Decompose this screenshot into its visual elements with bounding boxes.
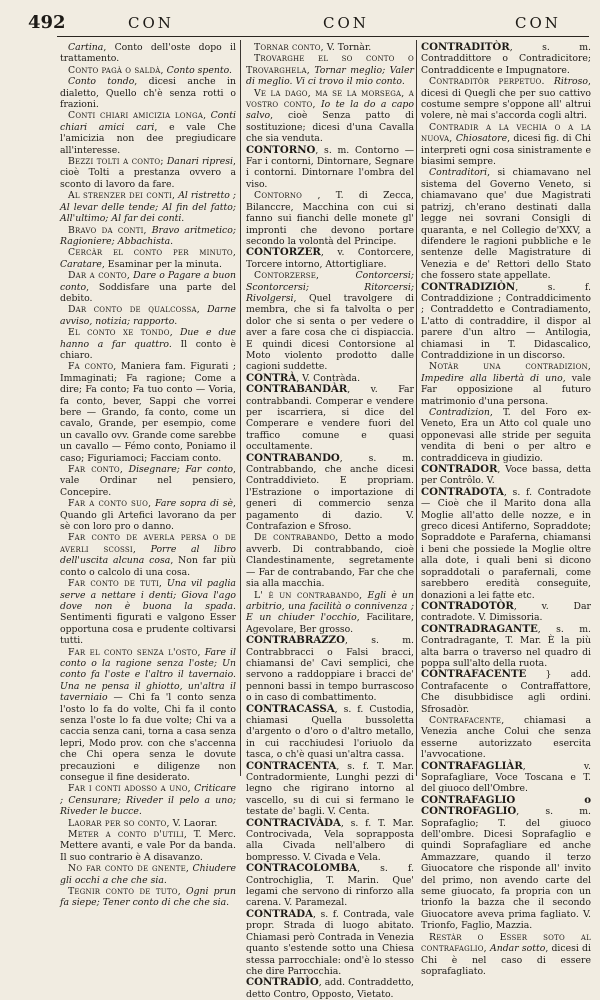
dictionary-entry [60,76,236,110]
definition-text: , cioè Senza patto di sostituzione; dicesi d'una Cavalla che sia venduta. [246,110,414,145]
headword: CONTRABRAZZO [246,634,345,647]
definition-text: , dicesi anche in dialetto, Quello ch'è senza rotti o frazioni. [60,76,236,111]
column-1 [60,42,237,909]
dictionary-entry [421,361,591,407]
definition-text: , Facilitare, Agevolare, Ber grosso. [246,612,414,635]
definition-text: , dicesi di Quegli che per suo cattivo costume sempre s'oppone all' altrui volere, nè mai s'accorda cogli altri. [421,76,591,122]
phrase: Ve la dago, ma se la morsega, a vostro conto, [246,87,414,111]
headword: CONTRADOTA [421,485,504,498]
definition-text: Maniera fam. Figurati ; Immaginati; Fa ragione; Come a dire; Fa conto; Fa tuo conto — Voria, fa conto, bever, Sappi che vorrei bere — Grando, fa conto, come un cavalo, Grande, per esempio, come un cavallo ovv. Grande come sarebbe un cavallo — Fémo conto, Poniamo il caso; Figuriamoci; Facciam conto. [60,361,236,464]
translation: Tornar meglio; Valer di meglio. Vi ci trovo il mio conto. [246,64,414,88]
phrase: Contorno [254,190,303,202]
dictionary-entry [421,282,591,362]
headword: CONTRADITÒR [421,41,510,53]
headword: CONTORNO [246,143,316,156]
definition-text: , e vale Che l'amicizia non dee pregiudicare all'interesse. [60,121,237,156]
dictionary-entry [246,532,414,589]
phrase: Far el conto senza l'osto, [68,646,201,658]
page-header [0,0,600,40]
phrase: Laorar per so conto, [68,817,170,829]
phrase: Bezzi tolti a conto; [68,156,164,168]
definition-text: , Quel travolgere di membra, che si fa talvolta o per dolor che si senta o per vedere o aver a fare cosa che ci dispiaccia. E quindi dicesi Contorsione al Moto violento prodotto dalle cagioni suddette. [246,292,414,373]
dictionary-entry [60,327,236,361]
translation: Criticare ; Censurare; Riveder il pelo a uno; Riveder le bucce. [60,783,236,818]
translation: Cartina [68,42,104,53]
headword: CONTRADA [246,907,313,920]
headword: CONTRAFAGLIO o CONTROFAGLIO [421,793,591,818]
translation: Ogni prun fa siepe; Tener conto di che che sia. [60,886,236,909]
translation: Egli è un arbitrio, una facilità o connivenza ; E un chiuder l'occhio [246,589,414,624]
dictionary-entry [60,532,236,578]
definition-text: , cioè Tolti a prestanza ovvero a sconto di lavoro da fare. [60,156,236,190]
phrase: Dar conto de qualcossa, [68,304,200,316]
phrase: Meter a conto d'utili, [68,829,187,841]
dictionary-entry [60,498,236,532]
dictionary-entry [246,704,414,761]
phrase: Far i conti adosso a uno, [68,783,191,795]
phrase: Dar a conto, [68,270,131,282]
definition-text: , vale Far opposizione al futuro matrimonio d'una persona. [421,372,591,407]
translation: Contorcersi; Scontorcersi; Ritorcersi; Rivolgersi [246,270,414,304]
dictionary-entry [421,715,591,761]
headword: CONTRACOLOMBA [246,862,358,875]
column-divider [240,40,241,776]
dictionary-entry [60,156,236,190]
dictionary-entry [421,669,591,715]
dictionary-entry [421,167,591,281]
translation: Chiosatore [455,133,508,145]
phrase: Contorzerse, [254,270,320,282]
dictionary-entry [246,863,414,909]
headword: CONTRACENTA [246,759,337,772]
phrase: Far a conto suo, [68,498,152,510]
dictionary-entry [246,590,414,636]
definition-text: Detto a modo avverb. Di contrabbando, cioè Clandestinamente, segretamente — Far de contrabando, Far che che sia alla macchia. [246,532,414,590]
dictionary-entry [60,886,236,909]
translation: Io te la do a capo salvo [246,99,414,122]
dictionary-entry [246,53,414,87]
phrase: Far conto, [68,464,123,476]
definition-text: Il conto è chiaro. [60,338,236,361]
phrase: Bravo da conti, [68,224,147,236]
column-2 [246,42,414,1000]
definition-text: T. Merc. Mettere avanti, e vale Por da banda. Il suo contrario è A disavanzo. [60,829,237,863]
phrase: Far conto de tuti, [68,578,163,590]
phrase: Al strenzer dei conti, [68,190,176,202]
dictionary-entry [60,863,236,886]
translation: Conti chiari amici cari [60,110,236,133]
definition-text: , T. di Zecca, Bilanccre, Macchina con cui si fanno sui fianchi delle monete gl' impronti che devono portare secondo la volontà del Principe. [246,190,414,247]
definition-text: , v. Contorcere, Torcere intorno, Attortigliare. [246,247,414,270]
definition-text: , s. f. T. Mar. Contradormiente, Lunghi pezzi di legno che rigirano intorno al vascello, su di cui si fermano le testate de' bagli. V. Centa. [246,760,414,818]
dictionary-entry [421,42,591,76]
dictionary-entry [60,270,236,304]
translation: Conto tondo [68,76,135,88]
definition-text: , Soddisfare una parte del debito. [60,281,236,304]
dictionary-entry [421,932,591,978]
translation: Disegnare; Far conto [128,464,234,476]
definition-text: , v. Soprafagliare, Voce Toscana e T. del giuoco dell'Ombre. [421,760,591,795]
phrase: Fa conto, [68,361,117,373]
dictionary-entry [60,818,236,829]
definition-text: , s. m. Soprafaglio; T. del giuoco dell'ombre. Dicesi Soprafaglio e quindi Soprafagliare ed anche Ammazzare, quando il terzo Giuocatore che risponde all' invito del primo, non avendo carte del seme giuocato, fa propria con un trionfo la bazza che il secondo Giuocatore aveva prima fagliato. V. Trionfo, Faglio, Mazzia. [421,806,591,932]
translation: Porre al libro dell'uscita alcuna cosa [60,543,236,567]
dictionary-entry [421,795,591,932]
definition-text: , v. Dar contradote. V. Dimissoria. [421,600,591,624]
phrase: Conti chiari amicizia longa, [68,110,207,122]
headword: CONTRAFAGLIÀR [421,759,523,772]
definition-text: Sentimenti figurati e valgono Esser opportuna cosa e prudente coltivarsi tutti. [60,612,236,647]
phrase: Notàr una contradizion, [429,361,591,373]
dictionary-entry [246,977,414,1000]
dictionary-entry [246,909,414,977]
headword: CONTRACASSA [246,702,335,715]
definition-text: V. Tornàr. [326,42,372,53]
definition-text: , s. f. Custodia, chiamasi Quella bussoletta d'argento o d'oro o d'altro metallo, in cui racchiudesi l'oriuolo da tasca, o ch'è quasi un'altra cassa. [246,703,414,761]
definition-text: , T. del Foro ex-Veneto, Era un Atto col quale uno opponevasi alle stride per seguita vendita di beni o per altro e contraddiceva in giudizio. [421,407,591,464]
definition-text: , s. m. Contrabbando, che anche dicesi Contraddivieto. E propriam. l'Estrazione o importazione di generi di commercio senza pagamento di dazio. V. Contrafazion e Sfroso. [246,452,414,533]
definition-text: , dicesi di Chi è nel caso di essere soprafagliato. [421,943,591,977]
definition-text: , Quando gli Artefici lavorano da per sè con loro pro o danno. [60,498,236,533]
definition-text: , v. Far contrabbandi. Comperar e vendere per iscarriera, si dice del Comperare e vendere fuori del traffico comune e quasi occultamente. [246,384,414,453]
translation: Due e due hanno a far quattro. [60,327,236,350]
translation: Andar sotto [490,943,546,955]
definition-text: , Conto dell'oste dopo il trattamento. [60,42,236,65]
dictionary-entry [421,122,591,168]
dictionary-entry [421,407,591,464]
definition-text: , s. m. Contrabbracci o Falsi bracci, chiamansi de' Cavi semplici, che servono a raddoppiare i bracci de' pennoni bassi in tempo burrascoso o in caso di combattimento. [246,635,414,704]
translation: Impedire alla libertà di uno [421,372,563,384]
definition-text: , s. m. Contorno — Far i contorni, Dintornare, Segnare i contorni. Dintornare l'ombra del viso. [246,144,414,190]
dictionary-entry [60,225,236,248]
definition-text: , s. m. Contraddittore o Contradicitore; Contraddicente e Impugnatore. [421,42,591,76]
headword: CONTRABANDÀR [246,383,348,396]
dictionary-entry [60,65,236,76]
column-3 [421,41,591,977]
headword: CONTRADOTÒR [421,599,514,612]
dictionary-entry [60,783,236,817]
dictionary-entry [246,88,414,145]
definition-text: , s. f. Contraddizione ; Contraddicimento ; Contraddetto e Contradiamento, L'atto di contraddire, il dispor al parere d'un altro — Antilogia, chiamasi in T. Didascalico, Contraddizione in un discorso. [421,281,591,361]
translation: Dare o Pagare a buon conto [60,270,236,293]
definition-text: , Non far più conto o calcolo di una cosa. [60,555,236,578]
headword: CONTRABANDO [246,451,340,464]
dictionary-entry [246,453,414,533]
definition-text: , si chiamavano nel sistema del Governo Veneto, si chiamavano que' due Magistrati patrizj, ch'erano destinati dalla legge nei sovrani Consigli di quaranta, e nel Collegio de'XXV, a difendere le ragioni pubbliche e le sentenze delle Magistrature di Venezia e de' Rettori dello Stato che fossero state appellate. [421,167,591,282]
translation: Contradizion [429,407,490,418]
header-rule [57,36,589,37]
definition-text: , Voce bassa, detta per Contrôlo. V. [421,464,591,487]
dictionary-entry [246,818,414,864]
phrase: Contrafacente, [429,714,505,726]
dictionary-entry [60,110,236,156]
definition-text: , vale Ordinar nel pensiero, Concepire. [60,464,236,498]
definition-text: , s. f. Controchiglia, T. Marin. Que' legami che servono di rinforzo alla carena. V. Paramezal. [246,863,414,909]
dictionary-entry [421,464,591,487]
dictionary-entry [246,145,414,191]
phrase: No far conto de gnente, [68,863,190,875]
definition-text: — Chi fa 'l conto senza l'osto lo fa do volte, Chi fa il conto senza l'oste lo fa due volte; Chi va a caccia senza cani, torna a casa senza lepri, Modo prov. con che s'accenna che Chi opera senza le dovute precauzioni e diligenze non consegue il fine desiderato. [60,692,236,783]
headword: CONTRACIVÀDA [246,816,341,829]
dictionary-entry [60,829,236,863]
phrase: El conto xe tondo, [68,327,173,339]
definition-text: , V. Contràda. [296,372,361,384]
definition-text: , add. Contraddetto, detto Contro, Opposto, Vietato. [246,977,414,1000]
phrase: Tornar conto, [254,42,324,53]
dictionary-entry [246,384,414,452]
dictionary-entry [60,42,236,65]
dictionary-entry [60,304,236,327]
dictionary-entry [60,361,236,464]
phrase: Cercàr el conto per minuto, [68,247,236,259]
phrase: Contraditòr perpetuo. [429,76,545,88]
translation: Fare sopra di sè [155,498,234,510]
dictionary-entry [246,635,414,703]
dictionary-entry [421,624,591,670]
translation: Darne avviso, notizia; rapporto. [60,304,236,327]
definition-text: , s. f. Contrada, vale propr. Strada di luogo abitato. Chiamasi però Contrada in Venezia quanto s'estende sotto una Chiesa stessa parrocchiale: ond'è lo stesso che dire Parrocchia. [246,908,414,977]
headword: CONTRADÌO [246,976,319,989]
definition-text: chiamasi a Venezia anche Colui che senza esserne autorizzato esercita l'avvocatione. [421,714,591,761]
dictionary-entry [246,761,414,818]
translation: Contraditori [429,167,488,179]
definition-text: , s. f. Contradote — Cioè che il Marito dona alla Moglie all'atto delle nozze, e in greco dicesi Antiferno, Sopraddote; Sopraddote e Paraferna, chiamansi i beni che possiede la Moglie oltre alla dote, i quali beni si dicono sopraddotali o parafernali, come sarebbero eredità conseguite, donazioni a lei fatte etc. [421,486,591,601]
translation: Una vil paglia serve a nettare i denti; Giova l'ago dove non è buona la spada. [60,578,236,612]
headword: CONTRAFACENTE [421,668,527,681]
dictionary-entry [421,487,591,601]
headword: CONTRÀ [246,371,297,384]
translation: Fare il conto o la ragione senza l'oste; Un conto fa l'oste e l'altro il tavernaio. Una ne pensa il ghiotto, un'altra il taverniaio [60,646,236,704]
phrase: Far conto de averla persa o de averli scossi, [60,532,236,555]
phrase: L' è un contrabando, [254,589,363,601]
translation: Danari ripresi [166,156,234,168]
running-head-col2: CON [323,14,369,32]
headword: CONTRADRAGANTE [421,622,538,635]
column-divider [416,40,417,776]
dictionary-entry [60,247,236,270]
dictionary-entry [60,190,236,224]
dictionary-entry [421,76,591,122]
phrase: Trovarghe el so conto o Trovarghela, [246,53,414,76]
phrase: Conto pagà o saldà, [68,64,164,76]
phrase: Contradir a la vechia o a la nuova, [421,121,591,145]
headword: CONTRADOR [421,463,498,476]
translation: Bravo aritmetico; Ragioniere; Abbachista. [60,224,236,247]
definition-text: } add. Contrafacente o Contraffattore, Che disubbidisce agli ordini. Sfrosadòr. [421,669,591,715]
dictionary-entry [246,270,414,373]
dictionary-entry [60,647,236,784]
dictionary-entry [60,464,236,498]
dictionary-entry [60,578,236,646]
translation: Caratare [60,258,102,270]
phrase: Restàr o Esser soto al contrafaglio, [421,931,591,955]
phrase: De contrabando, [254,532,339,544]
translation: Chiudere gli occhi a che che sia. [60,863,236,886]
definition-text: , dicesi fig. di Chi interpreti ogni cosa sinistramente e biasimi sempre. [421,133,591,168]
headword: CONTRADIZIÒN [421,280,516,293]
dictionary-entry [421,761,591,795]
definition-text: , s. f. T. Mar. Controcivada, Vela soprapposta alla Civada nell'albero di bompresso. V. Civada e Vela. [246,817,414,863]
phrase: Tegnir conto de tuto, [68,886,181,898]
running-head-col1: CON [128,14,174,32]
page-number: 492 [28,12,66,33]
dictionary-entry [246,42,414,53]
translation: Ritroso [553,76,589,88]
translation: Conto spento. [166,64,232,76]
definition-text: , s. m. Contradragante, T. Mar. È la più alta barra o traverso nel quadro di poppa sull'alto della ruota. [421,623,591,669]
definition-text: , Esaminar per la minuta. [101,258,222,270]
dictionary-entry [246,247,414,270]
dictionary-entry [246,190,414,247]
definition-text: V. Laorar. [172,817,218,829]
headword: CONTORZER [246,246,321,259]
dictionary-entry [421,601,591,624]
translation: Al ristretto ; Al levar delle tende; Al fin del fatto; All'ultimo; Al far dei conti. [60,190,236,225]
running-head-col3: CON [515,14,561,32]
